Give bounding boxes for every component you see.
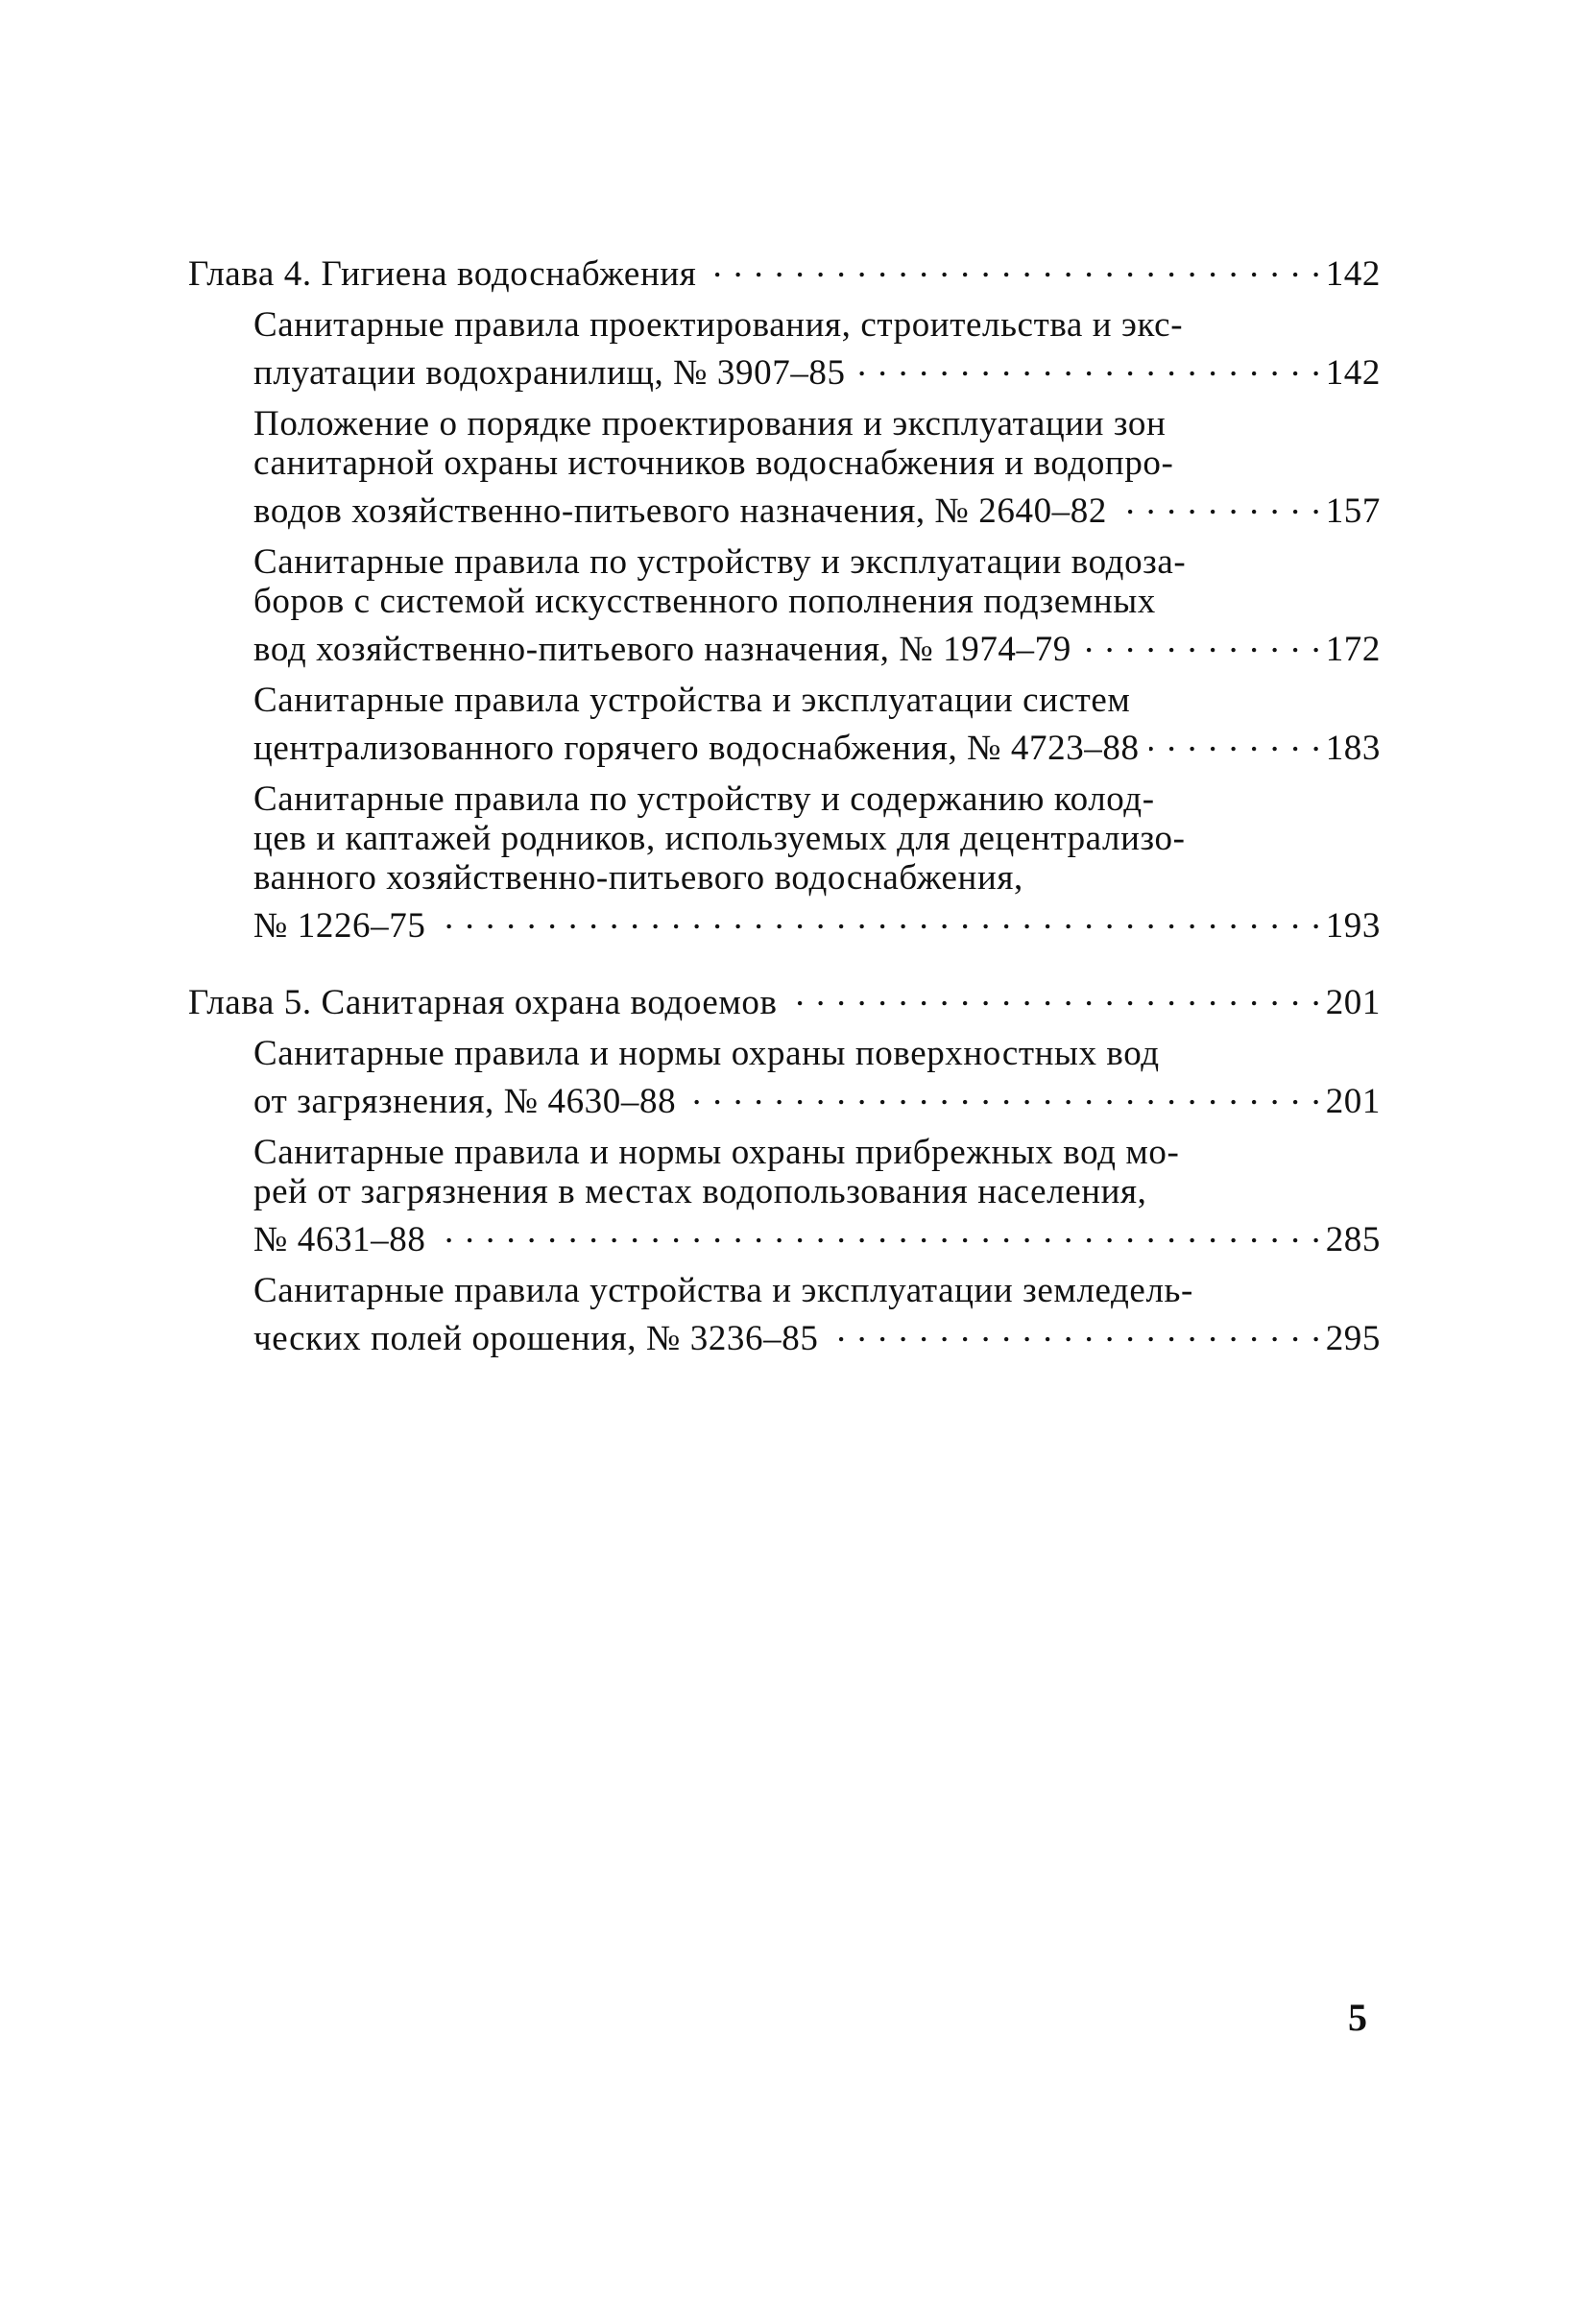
- entry-line: Санитарные правила проектирования, строительства и экс-: [253, 305, 1184, 345]
- entry-last-line: [253, 483, 1381, 531]
- entry-line: Санитарные правила и нормы охраны прибрежных вод мо-: [253, 1133, 1180, 1172]
- entry-line: плуатации водохранилищ, № 3907–85: [253, 353, 846, 393]
- entry-last-line: [253, 621, 1381, 669]
- toc-entry: [253, 542, 1381, 669]
- dot-leader: [435, 1211, 1321, 1251]
- entry-line: Санитарные правила устройства и эксплуатации земледель-: [253, 1271, 1193, 1310]
- dot-leader: [1081, 621, 1322, 660]
- entry-line: Положение о порядке проектирования и эксплуатации зон: [253, 404, 1167, 443]
- toc-chapter-5: [188, 974, 1381, 1358]
- entry-last-line: [253, 898, 1381, 946]
- entry-line: Санитарные правила по устройству и эксплуатации водоза-: [253, 542, 1187, 582]
- entry-page: 172: [1325, 630, 1381, 669]
- entry-line: Санитарные правила по устройству и содержанию колод-: [253, 779, 1155, 819]
- entry-line: от загрязнения, № 4630–88: [253, 1082, 677, 1121]
- dot-leader: [1149, 720, 1322, 759]
- entry-line: рей от загрязнения в местах водопользования населения,: [253, 1172, 1147, 1211]
- chapter-heading-row: [188, 246, 1381, 294]
- toc-entry: [253, 1271, 1381, 1358]
- toc-entry: [253, 779, 1381, 946]
- chapter-heading: Глава 5. Санитарная охрана водоемов: [188, 983, 778, 1022]
- entry-line: № 1226–75: [253, 906, 426, 946]
- entry-line: цев и каптажей родников, используемых для децентрализо-: [253, 819, 1186, 858]
- entry-line: вод хозяйственно-питьевого назначения, № 1974–79: [253, 630, 1071, 669]
- entry-page: 285: [1325, 1220, 1381, 1259]
- dot-leader: [1117, 483, 1322, 522]
- entry-page: 142: [1325, 353, 1381, 393]
- dot-leader: [706, 246, 1321, 285]
- entry-last-line: [253, 345, 1381, 393]
- table-of-contents: [188, 246, 1381, 1358]
- entry-page: 183: [1325, 729, 1381, 768]
- toc-entry: [253, 1034, 1381, 1121]
- entry-page: 201: [1325, 1082, 1381, 1121]
- entry-line: ванного хозяйственно-питьевого водоснабжения,: [253, 858, 1023, 898]
- dot-leader: [787, 974, 1322, 1014]
- dot-leader: [686, 1073, 1322, 1113]
- toc-chapter-4: [188, 246, 1381, 946]
- entry-last-line: [253, 1073, 1381, 1121]
- dot-leader: [828, 1310, 1321, 1350]
- dot-leader: [855, 345, 1322, 384]
- entry-last-line: [253, 1310, 1381, 1358]
- entry-last-line: [253, 1211, 1381, 1259]
- chapter-heading-row: [188, 974, 1381, 1022]
- entry-line: санитарной охраны источников водоснабжения и водопро-: [253, 443, 1174, 483]
- toc-entry: [253, 305, 1381, 393]
- dot-leader: [435, 898, 1321, 937]
- entry-line: Санитарные правила и нормы охраны поверхностных вод: [253, 1034, 1160, 1073]
- entry-line: боров с системой искусственного пополнения подземных: [253, 582, 1156, 621]
- chapter-page: 201: [1325, 983, 1381, 1022]
- toc-entry: [253, 1133, 1381, 1259]
- toc-entry: [253, 681, 1381, 768]
- entry-line: № 4631–88: [253, 1220, 426, 1259]
- page-number: 5: [1348, 1996, 1367, 2039]
- entry-page: 157: [1325, 491, 1381, 531]
- entry-last-line: [253, 720, 1381, 768]
- entry-line: централизованного горячего водоснабжения, № 4723–88: [253, 729, 1140, 768]
- entry-page: 295: [1325, 1319, 1381, 1358]
- entry-page: 193: [1325, 906, 1381, 946]
- entry-line: ческих полей орошения, № 3236–85: [253, 1319, 819, 1358]
- entry-line: водов хозяйственно-питьевого назначения, № 2640–82: [253, 491, 1107, 531]
- entry-line: Санитарные правила устройства и эксплуатации систем: [253, 681, 1131, 720]
- toc-entry: [253, 404, 1381, 531]
- chapter-heading: Глава 4. Гигиена водоснабжения: [188, 254, 697, 294]
- chapter-page: 142: [1325, 254, 1381, 294]
